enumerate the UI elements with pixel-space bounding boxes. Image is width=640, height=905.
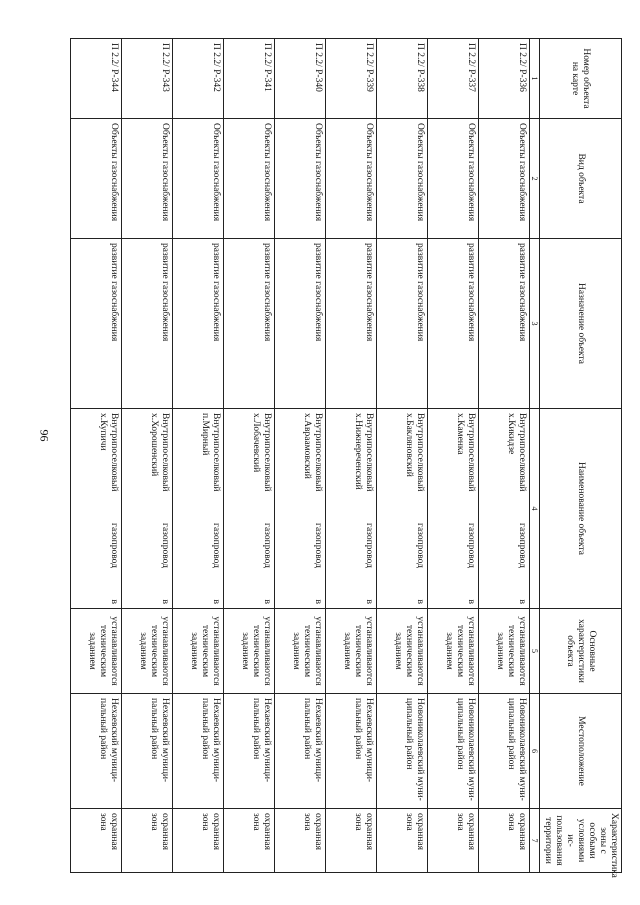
cell-purpose: развитие газоснабжения	[71, 239, 122, 409]
cell-zone: охранная зона	[479, 809, 530, 873]
cell-characteristics: устанавливаются техническим заданием	[275, 609, 326, 694]
table-header-row	[540, 39, 622, 873]
cell-zone: охранная зона	[173, 809, 224, 873]
column-number: 7	[530, 809, 540, 873]
table-row	[275, 39, 326, 873]
cell-zone: охранная зона	[326, 809, 377, 873]
cell-type: Объекты газоснабжения	[224, 119, 275, 239]
table-row	[122, 39, 173, 873]
table-row	[479, 39, 530, 873]
column-number: 1	[530, 39, 540, 119]
document-frame	[70, 38, 622, 878]
cell-characteristics: устанавливаются техническим заданием	[428, 609, 479, 694]
cell-name	[122, 409, 173, 609]
cell-number: П 2.2/ Р-344	[71, 39, 122, 119]
objects-table	[70, 38, 622, 878]
cell-name-line-1: Внутрипоселковый газопровод в	[109, 413, 119, 604]
header-number: Номер объекта на карте	[540, 39, 622, 119]
cell-name-line-1: Внутрипоселковый газопровод в	[466, 413, 476, 604]
cell-location: Новониколаевский муни-ципальный район	[479, 694, 530, 809]
table-row	[428, 39, 479, 873]
cell-number: П 2.2/ Р-338	[377, 39, 428, 119]
cell-type: Объекты газоснабжения	[71, 119, 122, 239]
cell-name-line-2: х.Лобачевский	[251, 413, 261, 473]
cell-name-line-1: Внутрипоселковый газопровод в	[160, 413, 170, 604]
cell-zone: охранная зона	[377, 809, 428, 873]
page-number: 96	[37, 429, 52, 442]
cell-number: П 2.2/ Р-340	[275, 39, 326, 119]
cell-name-line-2: х.Купичи	[98, 413, 108, 451]
cell-type: Объекты газоснабжения	[326, 119, 377, 239]
cell-zone: охранная зона	[428, 809, 479, 873]
cell-zone: охранная зона	[224, 809, 275, 873]
cell-purpose: развитие газоснабжения	[326, 239, 377, 409]
column-number: 6	[530, 694, 540, 809]
cell-name-line-2: х.Бакляновский	[404, 413, 414, 477]
cell-name-line-1: Внутрипоселковый газопровод в	[415, 413, 425, 604]
cell-location: Новониколаевский муни-ципальный район	[377, 694, 428, 809]
cell-number: П 2.2/ Р-341	[224, 39, 275, 119]
table-row	[173, 39, 224, 873]
cell-type: Объекты газоснабжения	[173, 119, 224, 239]
table-row	[224, 39, 275, 873]
cell-purpose: развитие газоснабжения	[479, 239, 530, 409]
cell-purpose: развитие газоснабжения	[224, 239, 275, 409]
header-name: Наименование объекта	[540, 409, 622, 609]
cell-location: Нехаевский муници-пальный район	[326, 694, 377, 809]
cell-purpose: развитие газоснабжения	[173, 239, 224, 409]
table-row	[326, 39, 377, 873]
cell-characteristics: устанавливаются техническим заданием	[173, 609, 224, 694]
cell-name-line-1: Внутрипоселковый газопровод в	[262, 413, 272, 604]
cell-name	[377, 409, 428, 609]
cell-number: П 2.2/ Р-343	[122, 39, 173, 119]
table-row	[71, 39, 122, 873]
cell-purpose: развитие газоснабжения	[377, 239, 428, 409]
header-zone: Характеристика зоны с особыми условиями ис-пользования территории	[540, 809, 622, 873]
cell-purpose: развитие газоснабжения	[275, 239, 326, 409]
cell-characteristics: устанавливаются техническим заданием	[71, 609, 122, 694]
cell-name-line-1: Внутрипоселковый газопровод в	[364, 413, 374, 604]
cell-name-line-1: Внутрипоселковый газопровод в	[313, 413, 323, 604]
cell-name-line-2: х.Нижнереченский	[353, 413, 363, 490]
cell-name	[479, 409, 530, 609]
cell-name-line-2: х.Хорошенский	[149, 413, 159, 477]
column-number: 4	[530, 409, 540, 609]
header-location: Местоположение	[540, 694, 622, 809]
cell-name	[173, 409, 224, 609]
cell-characteristics: устанавливаются техническим заданием	[224, 609, 275, 694]
cell-purpose: развитие газоснабжения	[428, 239, 479, 409]
cell-name	[71, 409, 122, 609]
cell-type: Объекты газоснабжения	[275, 119, 326, 239]
header-purpose: Назначение объекта	[540, 239, 622, 409]
cell-name-line-2: п.Мирный	[200, 413, 210, 456]
column-number: 2	[530, 119, 540, 239]
cell-number: П 2.2/ Р-336	[479, 39, 530, 119]
cell-zone: охранная зона	[122, 809, 173, 873]
cell-name-line-2: х.Авраамовский	[302, 413, 312, 479]
cell-characteristics: устанавливаются техническим заданием	[326, 609, 377, 694]
cell-characteristics: устанавливаются техническим заданием	[479, 609, 530, 694]
column-number: 5	[530, 609, 540, 694]
cell-name-line-1: Внутрипоселковый газопровод в	[517, 413, 527, 604]
cell-location: Новониколаевский муни-ципальный район	[428, 694, 479, 809]
cell-type: Объекты газоснабжения	[122, 119, 173, 239]
table-row	[377, 39, 428, 873]
cell-name-line-2: х.Кикидзе	[506, 413, 516, 455]
cell-name	[224, 409, 275, 609]
cell-location: Нехаевский муници-пальный район	[122, 694, 173, 809]
cell-type: Объекты газоснабжения	[479, 119, 530, 239]
cell-type: Объекты газоснабжения	[377, 119, 428, 239]
cell-purpose: развитие газоснабжения	[122, 239, 173, 409]
header-type: Вид объекта	[540, 119, 622, 239]
column-number-row	[530, 39, 540, 873]
rotated-table-wrapper	[70, 38, 622, 878]
cell-name	[326, 409, 377, 609]
cell-type: Объекты газоснабжения	[428, 119, 479, 239]
cell-characteristics: устанавливаются техническим заданием	[377, 609, 428, 694]
table-body	[71, 39, 530, 873]
cell-name	[428, 409, 479, 609]
cell-name-line-1: Внутрипоселковый газопровод в	[211, 413, 221, 604]
cell-location: Нехаевский муници-пальный район	[173, 694, 224, 809]
column-number: 3	[530, 239, 540, 409]
header-characteristics: Основные характеристики объекта	[540, 609, 622, 694]
cell-location: Нехаевский муници-пальный район	[224, 694, 275, 809]
cell-number: П 2.2/ Р-342	[173, 39, 224, 119]
cell-number: П 2.2/ Р-337	[428, 39, 479, 119]
cell-zone: охранная зона	[71, 809, 122, 873]
cell-location: Нехаевский муници-пальный район	[275, 694, 326, 809]
cell-location: Нехаевский муници-пальный район	[71, 694, 122, 809]
cell-number: П 2.2/ Р-339	[326, 39, 377, 119]
cell-name-line-2: х.Каменка	[455, 413, 465, 455]
cell-zone: охранная зона	[275, 809, 326, 873]
cell-name	[275, 409, 326, 609]
cell-characteristics: устанавливаются техническим заданием	[122, 609, 173, 694]
